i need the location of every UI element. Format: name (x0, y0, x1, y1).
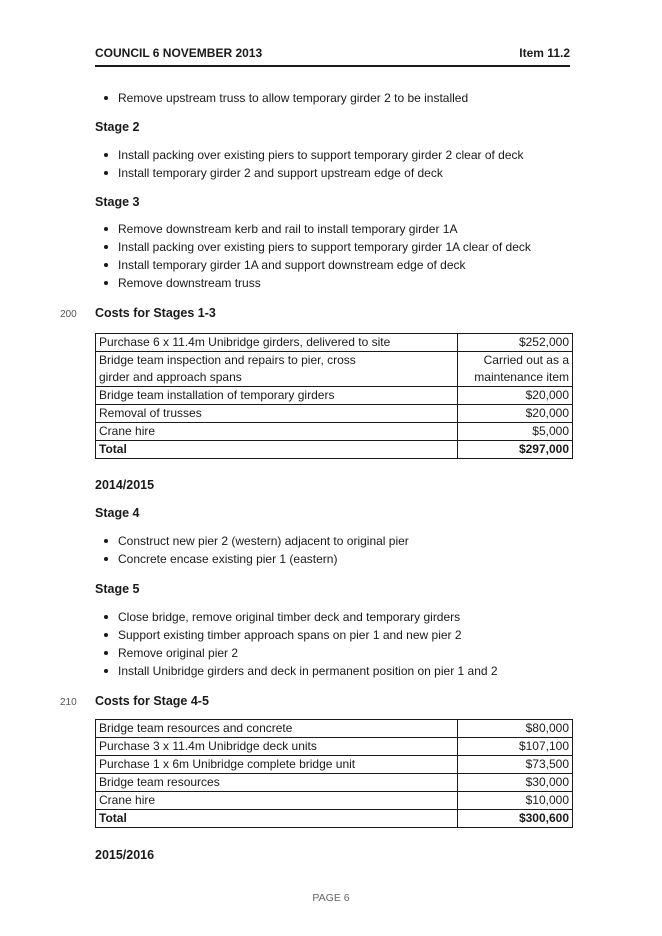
intro-section (95, 89, 570, 107)
stage5-heading: Stage 5 (95, 582, 140, 596)
cost-item-line: girder and approach spans (99, 370, 242, 384)
cost-item: Bridge team resources and concrete (96, 720, 458, 738)
total-label: Total (96, 441, 458, 459)
cost-item: Purchase 1 x 6m Unibridge complete bridge unit (96, 756, 458, 774)
cost-amount: $20,000 (458, 405, 573, 423)
list-item: Remove upstream truss to allow temporary girder 2 to be installed (95, 89, 570, 107)
list-item: Construct new pier 2 (western) adjacent to original pier (95, 532, 570, 550)
cost-item: Purchase 3 x 11.4m Unibridge deck units (96, 738, 458, 756)
cost-amount-line: maintenance item (474, 370, 569, 384)
header-item: Item 11.2 (519, 46, 570, 60)
cost-amount: $252,000 (458, 334, 573, 352)
cost-amount: $10,000 (458, 792, 573, 810)
line-number: 210 (60, 697, 77, 708)
page-number: PAGE 6 (312, 892, 350, 904)
header-rule (95, 65, 570, 67)
cost-amount: $73,500 (458, 756, 573, 774)
list-item: Install Unibridge girders and deck in permanent position on pier 1 and 2 (95, 662, 570, 680)
cost-item-line: Bridge team inspection and repairs to pier, cross (99, 353, 356, 367)
cost-amount: $80,000 (458, 720, 573, 738)
list-item: Support existing timber approach spans on pier 1 and new pier 2 (95, 626, 570, 644)
list-item: Install packing over existing piers to support temporary girder 1A clear of deck (95, 238, 570, 256)
list-item: Concrete encase existing pier 1 (eastern) (95, 550, 570, 568)
costs1-heading: Costs for Stages 1-3 (95, 306, 216, 320)
table-row (96, 738, 573, 756)
table-row (96, 720, 573, 738)
total-amount: $297,000 (458, 441, 573, 459)
cost-item (96, 352, 458, 387)
cost-item: Purchase 6 x 11.4m Unibridge girders, delivered to site (96, 334, 458, 352)
line-number: 200 (60, 309, 77, 320)
total-row (96, 441, 573, 459)
table-row (96, 387, 573, 405)
cost-amount: $5,000 (458, 423, 573, 441)
cost-item: Bridge team resources (96, 774, 458, 792)
costs1-table (95, 333, 573, 459)
page-header (95, 46, 570, 60)
cost-item: Crane hire (96, 423, 458, 441)
costs2-table (95, 719, 573, 828)
table-row (96, 405, 573, 423)
stage2-list (95, 146, 570, 182)
header-meeting: COUNCIL 6 NOVEMBER 2013 (95, 46, 263, 60)
stage3-heading: Stage 3 (95, 195, 140, 209)
stage3-list (95, 220, 570, 292)
stage4-list (95, 532, 570, 568)
stage2-heading: Stage 2 (95, 120, 140, 134)
costs2-heading: Costs for Stage 4-5 (95, 694, 209, 708)
table-row (96, 756, 573, 774)
table-row (96, 352, 573, 387)
total-amount: $300,600 (458, 810, 573, 828)
cost-item: Removal of trusses (96, 405, 458, 423)
total-row (96, 810, 573, 828)
stage5-list (95, 608, 570, 680)
list-item: Remove downstream truss (95, 274, 570, 292)
list-item: Install temporary girder 2 and support upstream edge of deck (95, 164, 570, 182)
table-row (96, 792, 573, 810)
year-heading: 2015/2016 (95, 848, 155, 862)
list-item: Remove original pier 2 (95, 644, 570, 662)
cost-item: Crane hire (96, 792, 458, 810)
table-row (96, 423, 573, 441)
list-item: Remove downstream kerb and rail to install temporary girder 1A (95, 220, 570, 238)
list-item: Install packing over existing piers to support temporary girder 2 clear of deck (95, 146, 570, 164)
list-item: Close bridge, remove original timber deck and temporary girders (95, 608, 570, 626)
list-item: Install temporary girder 1A and support downstream edge of deck (95, 256, 570, 274)
stage4-heading: Stage 4 (95, 506, 140, 520)
table-row (96, 774, 573, 792)
cost-amount: $107,100 (458, 738, 573, 756)
cost-amount: $20,000 (458, 387, 573, 405)
total-label: Total (96, 810, 458, 828)
cost-item: Bridge team installation of temporary girders (96, 387, 458, 405)
cost-amount (458, 352, 573, 387)
cost-amount-line: Carried out as a (483, 353, 569, 367)
cost-amount: $30,000 (458, 774, 573, 792)
table-row (96, 334, 573, 352)
year-heading: 2014/2015 (95, 478, 155, 492)
